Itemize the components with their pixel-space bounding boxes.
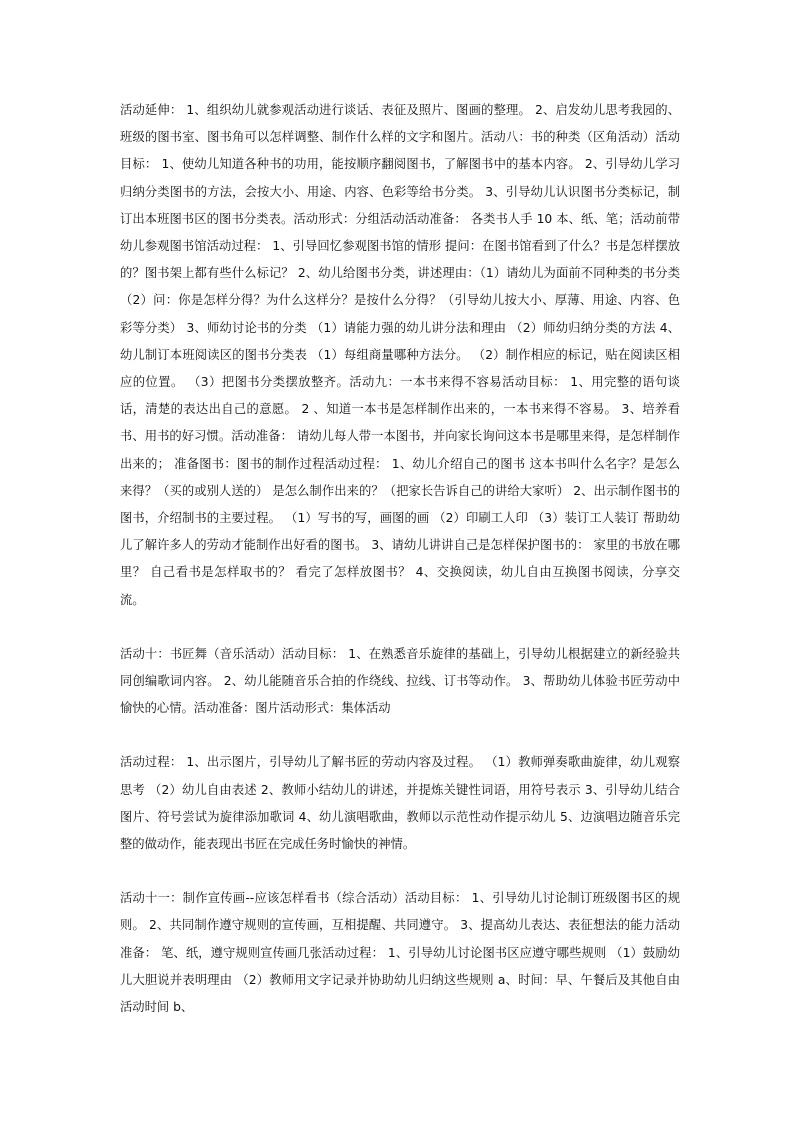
document-body bbox=[120, 97, 680, 1021]
paragraph-spacer bbox=[120, 614, 680, 641]
paragraph-spacer bbox=[120, 858, 680, 885]
paragraph-spacer bbox=[120, 722, 680, 749]
paragraph-activity-ten: 活动十：书匠舞（音乐活动）活动目标： 1、在熟悉音乐旋律的基础上，引导幼儿根据建立的新经验共同创编歌词内容。 2、幼儿能随音乐合拍的作绕线、拉线、订书等动作。 3、帮助幼儿体验书匠劳动中愉快的心情。活动准备：图片活动形式：集体活动 bbox=[120, 646, 680, 716]
paragraph-activity-eleven: 活动十一：制作宣传画--应该怎样看书（综合活动）活动目标： 1、引导幼儿讨论制订班级图书区的规则。 2、共同制作遵守规则的宣传画，互相提醒、共同遵守。 3、提高幼儿表达、表征想法的能力活动准备： 笔、纸，遵守规则宣传画几张活动过程： 1、引导幼儿讨论图书区应遵守哪些规则 （1）鼓励幼儿大胆说并表明理由 （2）教师用文字记录并协助幼儿归纳这些规则 a、时间：早、午餐后及其他自由活动时间 b、 bbox=[120, 891, 680, 1015]
paragraph-activity-ten-process: 活动过程： 1、出示图片，引导幼儿了解书匠的劳动内容及过程。 （1）教师弹奏歌曲旋律，幼儿观察思考 （2）幼儿自由表述 2、教师小结幼儿的讲述，并提炼关键性词语，用符号表示 3、引导幼儿结合图片、符号尝试为旋律添加歌词 4、幼儿演唱歌曲，教师以示范性动作提示幼儿 5、边演唱边随音乐完整的做动作，能表现出书匠在完成任务时愉快的神情。 bbox=[120, 755, 680, 852]
paragraph-activity-extension: 活动延伸： 1、组织幼儿就参观活动进行谈话、表征及照片、图画的整理。 2、启发幼儿思考我园的、班级的图书室、图书角可以怎样调整、制作什么样的文字和图片。活动八：书的种类（区角活动）活动目标： 1、使幼儿知道各种书的功用，能按顺序翻阅图书，了解图书中的基本内容。 2、引导幼儿学习归纳分类图书的方法，会按大小、用途、内容、色彩等给书分类。 3、引导幼儿认识图书分类标记，制订出本班图书区的图书分类表。活动形式：分组活动活动准备： 各类书人手 10 本、纸、笔；活动前带幼儿参观图书馆活动过程： 1、引导回忆参观图书馆的情形 提问：在图书馆看到了什么？书是怎样摆放的？图书架上都有些什么标记？ 2、幼儿给图书分类，讲述理由：（1）请幼儿为面前不同种类的书分类（2）问：你是怎样分得？为什么这样分？是按什么分得？（引导幼儿按大小、厚薄、用途、内容、色彩等分类） 3、师幼讨论书的分类 （1）请能力强的幼儿讲分法和理由 （2）师幼归纳分类的方法 4、幼儿制订本班阅读区的图书分类表 （1）每组商量哪种方法分。 （2）制作相应的标记，贴在阅读区相应的位置。 （3）把图书分类摆放整齐。活动九：一本书来得不容易活动目标： 1、用完整的语句谈话，清楚的表达出自己的意愿。 2 、知道一本书是怎样制作出来的，一本书来得不容易。 3、培养看书、用书的好习惯。活动准备： 请幼儿每人带一本图书，并向家长询问这本书是哪里来得，是怎样制作出来的； 准备图书：图书的制作过程活动过程： 1、幼儿介绍自己的图书 这本书叫什么名字？是怎么来得？（买的或别人送的） 是怎么制作出来的？（把家长告诉自己的讲给大家听） 2、出示制作图书的图书，介绍制书的主要过程。 （1）写书的写，画图的画 （2）印刷工人印 （3）装订工人装订 帮助幼儿了解许多人的劳动才能制作出好看的图书。 3、请幼儿讲讲自己是怎样保护图书的： 家里的书放在哪里？ 自己看书是怎样取书的？ 看完了怎样放图书？ 4、交换阅读，幼儿自由互换图书阅读，分享交流。 bbox=[120, 103, 680, 607]
